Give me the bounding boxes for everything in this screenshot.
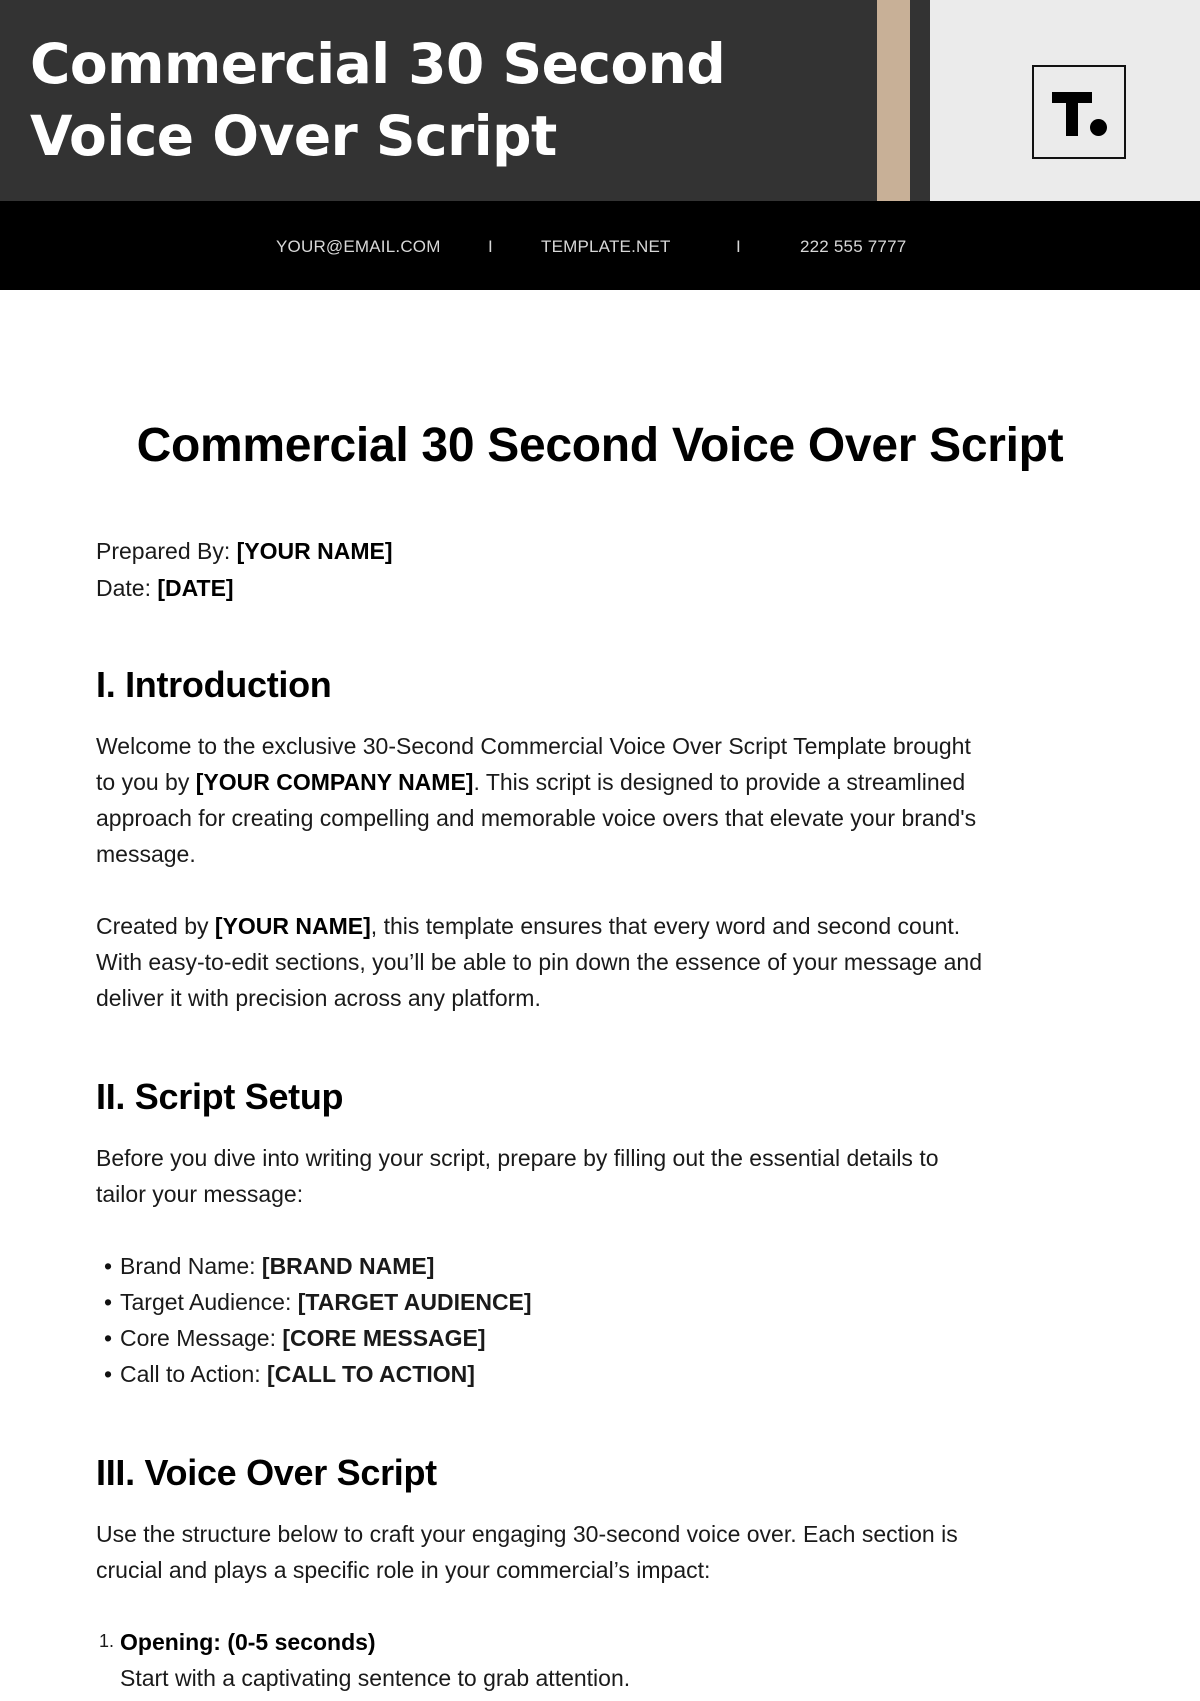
prepared-by-value: [YOUR NAME] [236, 538, 393, 564]
intro-para1-line4: message. [96, 841, 196, 867]
intro-para2-line3: deliver it with precision across any platform. [96, 985, 541, 1011]
vo-para-line2: crucial and plays a specific role in your commercial’s impact: [96, 1557, 711, 1583]
accent-stripe-tan [877, 0, 910, 201]
bullet-icon: • [104, 1253, 113, 1279]
contact-website[interactable]: TEMPLATE.NET [541, 237, 671, 256]
setup-para-line1: Before you dive into writing your script, prepare by filling out the essential details to [96, 1145, 939, 1171]
list-item: Call to Action: [CALL TO ACTION] [120, 1361, 475, 1387]
bullet-icon: • [104, 1289, 113, 1315]
contact-separator: I [736, 237, 741, 256]
header-title-line1: Commercial 30 Second [30, 32, 726, 96]
header-title-line2: Voice Over Script [30, 104, 557, 168]
section-heading-voice-over-script: III. Voice Over Script [96, 1452, 437, 1493]
list-item: Core Message: [CORE MESSAGE] [120, 1325, 486, 1351]
list-item: Target Audience: [TARGET AUDIENCE] [120, 1289, 532, 1315]
section-heading-introduction: I. Introduction [96, 664, 332, 705]
logo-t-icon [1032, 65, 1126, 159]
list-item-description: Start with a captivating sentence to grab attention. [120, 1665, 631, 1691]
prepared-by [96, 537, 393, 565]
header-title [30, 28, 870, 172]
date-label: Date: [96, 575, 158, 601]
intro-para2-line2: With easy-to-edit sections, you’ll be able to pin down the essence of your message and [96, 949, 982, 975]
contact-email[interactable]: YOUR@EMAIL.COM [276, 237, 441, 256]
date [96, 574, 234, 602]
company-name-placeholder: [YOUR COMPANY NAME] [195, 769, 474, 795]
setup-para-line2: tailor your message: [96, 1181, 304, 1207]
intro-para1-line1: Welcome to the exclusive 30-Second Commercial Voice Over Script Template brought [96, 733, 971, 759]
accent-stripe-dark [910, 0, 930, 201]
bullet-icon: • [104, 1361, 113, 1387]
intro-para2-line1: Created by [YOUR NAME], this template ensures that every word and second count. [96, 913, 961, 939]
contact-bar [0, 201, 1200, 290]
bullet-icon: • [104, 1325, 113, 1351]
date-value: [DATE] [157, 575, 234, 601]
intro-para1-line3: approach for creating compelling and memorable voice overs that elevate your brand's [96, 805, 977, 831]
intro-para1-line2: to you by [YOUR COMPANY NAME]. This script is designed to provide a streamlined [96, 769, 966, 795]
your-name-placeholder: [YOUR NAME] [214, 913, 371, 939]
list-item: Brand Name: [BRAND NAME] [120, 1253, 435, 1279]
list-item-title: Opening: (0-5 seconds) [120, 1629, 376, 1655]
section-heading-script-setup: II. Script Setup [96, 1076, 344, 1117]
contact-phone[interactable]: 222 555 7777 [800, 237, 907, 256]
contact-separator: I [488, 237, 493, 256]
list-number: 1. [99, 1631, 115, 1651]
prepared-by-label: Prepared By: [96, 538, 237, 564]
logo-panel [930, 0, 1200, 201]
vo-para-line1: Use the structure below to craft your engaging 30-second voice over. Each section is [96, 1521, 958, 1547]
document-title: Commercial 30 Second Voice Over Script [136, 419, 1064, 472]
